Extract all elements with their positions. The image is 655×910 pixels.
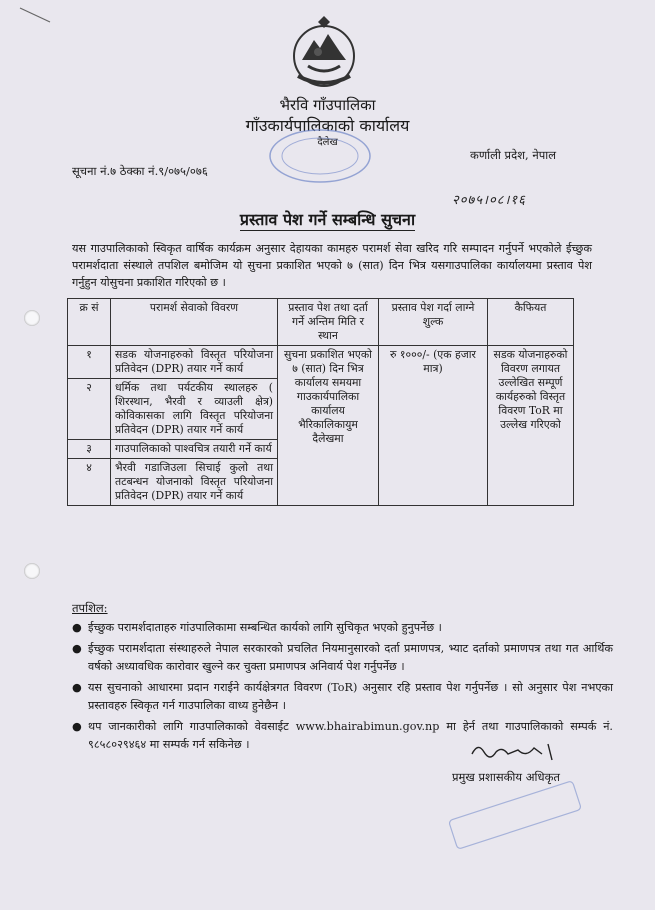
office-name: गाँउकार्यपालिकाको कार्यालय xyxy=(245,116,410,135)
signature-icon xyxy=(468,740,568,764)
fee-cell: रु १०००/- (एक हजार मात्र) xyxy=(379,346,488,506)
row-description: सडक योजनाहरुको विस्तृत परियोजना प्रतिवेदन (DPR) तयार गर्ने कार्य xyxy=(111,346,278,379)
list-item-text: थप जानकारीको लागि गाउपालिकाको वेवसाईट www.bhairabimun.gov.np मा हेर्न तथा गाउपालिकाको सम्पर्क नं. ९८५८०२९४६४ मा सम्पर्क गर्न सकिनेछ । xyxy=(88,720,613,751)
header-fee: प्रस्ताव पेश गर्दा लाग्ने शुल्क xyxy=(379,299,488,346)
notice-date: २०७५।०८।१६ xyxy=(452,193,526,208)
list-item-text: ईच्छुक परामर्शदाता संस्थाहरुले नेपाल सरकारको प्रचलित नियमानुसारको दर्ता प्रमाणपत्र, भ्याट दर्ताको प्रमाणपत्र तथा गत आर्थिक वर्षको अध्यावधिक कारोवार खुल्ने कर चुक्ता प्रमाणपत्र अनिवार्य पेश गर्नुपर्नेछ । xyxy=(88,642,613,673)
header-deadline: प्रस्ताव पेश तथा दर्ता गर्ने अन्तिम मिति र स्थान xyxy=(278,299,379,346)
province-label: कर्णाली प्रदेश, नेपाल xyxy=(470,148,557,162)
notice-number: सूचना नं.७ ठेक्का नं.९/०७५/०७६ xyxy=(72,164,208,178)
scan-mark xyxy=(18,6,52,26)
list-item xyxy=(72,640,613,676)
row-no: ४ xyxy=(68,459,111,506)
signatory-title: प्रमुख प्रशासकीय अधिकृत xyxy=(452,770,560,784)
municipality-name: भैरवि गाँउपालिका xyxy=(279,96,376,114)
punch-hole-top xyxy=(24,310,40,326)
table-row xyxy=(68,346,574,379)
office-stamp xyxy=(265,126,375,184)
list-item-text: ईच्छुक परामर्शदाताहरु गांउपालिकामा सम्बन्धित कार्यको लागि सुचिकृत भएको हुनुपर्नेछ । xyxy=(88,621,442,634)
table-header-row xyxy=(68,299,574,346)
remarks-cell: सडक योजनाहरुको विवरण लगायत उल्लेखित सम्पूर्ण कार्यहरुको विस्तृत विवरण ToR मा उल्लेख गरिएको xyxy=(488,346,574,506)
list-item xyxy=(72,619,613,637)
deadline-cell: सुचना प्रकाशित भएको ७ (सात) दिन भित्र कार्यालय समयमा गाउकार्यपालिका कार्यालय भैरिकालिकायुम दैलेखमा xyxy=(278,346,379,506)
bullet-icon: ● xyxy=(72,681,82,694)
details-heading: तपशिल: xyxy=(72,601,108,615)
notice-title-text: प्रस्ताव पेश गर्ने सम्बन्धि सुचना xyxy=(239,210,416,229)
header-description: परामर्श सेवाको विवरण xyxy=(111,299,278,346)
bullet-icon: ● xyxy=(72,642,82,655)
row-no: १ xyxy=(68,346,111,379)
list-item xyxy=(72,679,613,715)
nepal-emblem-icon xyxy=(288,16,360,90)
bullet-icon: ● xyxy=(72,621,82,634)
intro-paragraph: यस गाउपालिकाको स्विकृत वार्षिक कार्यक्रम अनुसार देहायका कामहरु परामर्श सेवा खरिद गरि सम्पादन गर्नुपर्ने भएकोले ईच्छुक परामर्शदाता संस्थाले तपशिल बमोजिम यो सुचना प्रकाशित भएको ७ (सात) दिन भित्र यसगाउपालिका कार्यालयमा प्रस्ताव पेश गर्नुहुन योसुचना प्रकाशित गरिएको छ । xyxy=(72,242,592,289)
row-description: धर्मिक तथा पर्यटकीय स्थालहरु ( शिरस्थान, भैरवी र व्याउली क्षेत्र) कोविकासका लागि विस्तृत परियोजना प्रतिवेदन (DPR) तयार गर्ने कार्य xyxy=(111,379,278,440)
row-no: २ xyxy=(68,379,111,440)
services-table xyxy=(67,298,574,506)
notice-title xyxy=(0,208,655,230)
header-remarks: कैफियत xyxy=(488,299,574,346)
signatory-stamp xyxy=(440,770,590,860)
header-no: क्र सं xyxy=(68,299,111,346)
bullet-icon: ● xyxy=(72,720,82,733)
row-description: गाउपालिकाको पाश्वचित्र तयारी गर्ने कार्य xyxy=(111,440,278,459)
district-name: दैलेख xyxy=(317,137,338,148)
row-no: ३ xyxy=(68,440,111,459)
list-item-text: यस सुचनाको आधारमा प्रदान गराईने कार्यक्षेत्रगत विवरण (ToR) अनुसार रहि प्रस्ताव पेश गर्नुपर्नेछ । सो अनुसार पेश नभएका प्रस्तावहरु स्विकृत गर्न गाउपालिका वाध्य हुनेछैन । xyxy=(88,681,613,712)
row-description: भैरवी गडाजिउला सिचाई कुलो तथा तटबन्धन योजनाको विस्तृत परियोजना प्रतिवेदन (DPR) तयार गर्ने कार्य xyxy=(111,459,278,506)
details-list xyxy=(70,619,613,757)
punch-hole-bottom xyxy=(24,563,40,579)
